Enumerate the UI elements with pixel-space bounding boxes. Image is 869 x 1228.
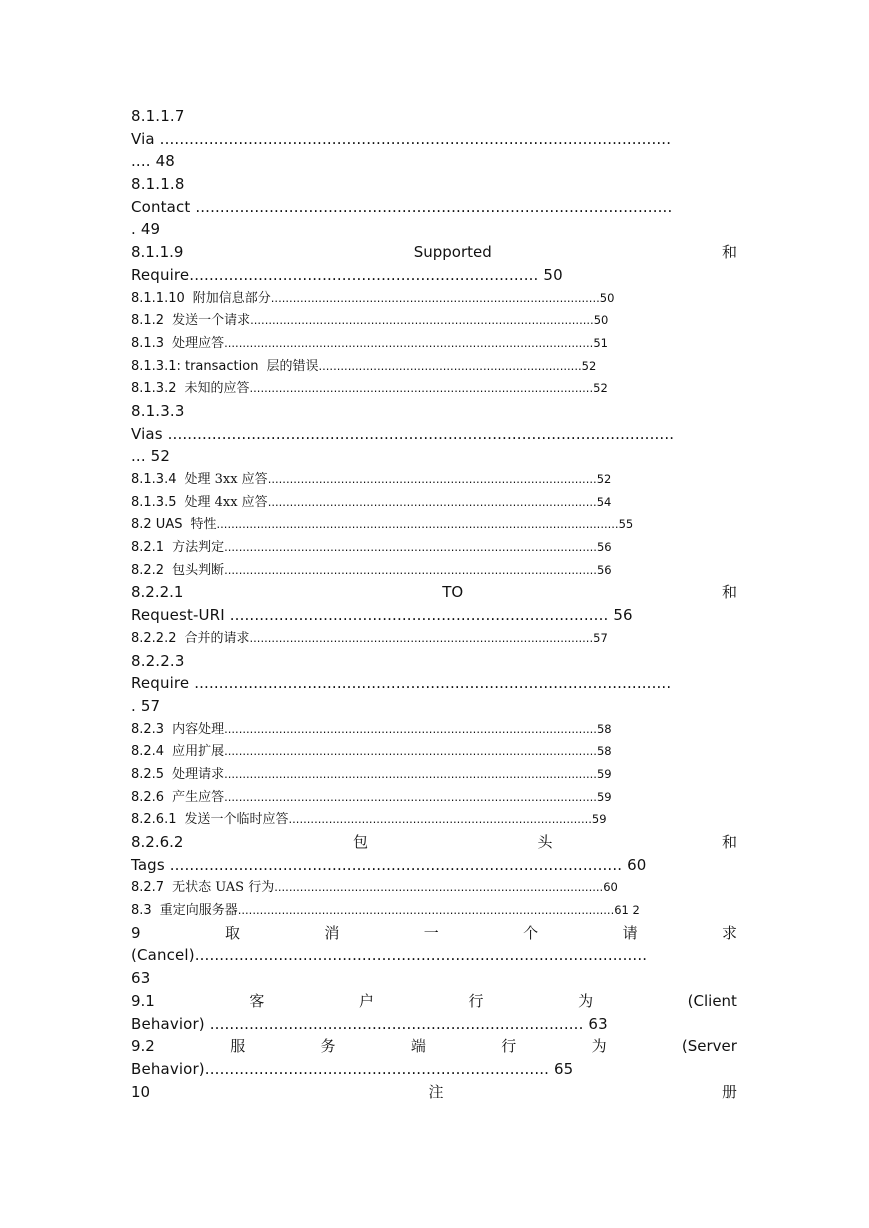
toc-page-number: 56	[596, 562, 612, 577]
toc-line	[131, 1081, 737, 1104]
toc-page-number: 50	[593, 313, 609, 328]
toc-number: 8.3	[131, 903, 152, 919]
toc-number: 8.1.2	[131, 313, 165, 329]
toc-number: 8.2.2	[131, 562, 165, 578]
toc-word: 端	[410, 1037, 426, 1056]
toc-word: 求	[721, 923, 737, 942]
toc-line	[131, 173, 737, 196]
toc-leader-dots: ...................................................................................	[288, 812, 592, 827]
toc-number: 8.2 UAS	[131, 517, 183, 533]
toc-line	[131, 128, 737, 151]
toc-text: 8.1.1.7	[131, 107, 185, 125]
toc-number: 8.1.3.5	[131, 494, 177, 510]
toc-title: 处理请求	[172, 766, 225, 782]
toc-text: 8.1.3.3	[131, 401, 185, 420]
toc-line	[131, 309, 737, 332]
toc-number: 8.2.1	[131, 540, 165, 556]
toc-word: 请	[622, 923, 638, 942]
toc-word: 8.2.6.2	[131, 833, 184, 851]
toc-word: 行	[501, 1037, 517, 1056]
toc-line	[131, 650, 737, 673]
toc-word: 和	[721, 833, 737, 851]
toc-line	[131, 377, 737, 400]
toc-line	[131, 944, 737, 967]
toc-title: 方法判定	[172, 540, 225, 556]
toc-line	[131, 876, 737, 899]
toc-word: 8.1.1.9	[131, 243, 184, 262]
toc-page-number: 61 2	[614, 903, 640, 918]
toc-page-number: 59	[596, 766, 612, 781]
toc-leader-dots: .....................................................................................................	[224, 335, 594, 350]
toc-line	[131, 264, 737, 287]
toc-word: 务	[320, 1037, 336, 1056]
toc-line	[131, 150, 737, 173]
toc-word: 客	[249, 991, 265, 1010]
toc-text: Request-URI ............................................................................. 56	[131, 606, 633, 625]
toc-text: .... 48	[131, 152, 175, 171]
toc-word: 服	[230, 1037, 246, 1056]
toc-leader-dots: ..........................................................................................	[270, 290, 600, 305]
toc-leader-dots: ......................................................................................................	[224, 744, 597, 759]
toc-line	[131, 627, 737, 650]
toc-line	[131, 468, 737, 491]
toc-line	[131, 105, 737, 128]
toc-title: 处理应答	[172, 335, 225, 351]
toc-title: 发送一个请求	[172, 313, 251, 329]
toc-word: 注	[428, 1082, 444, 1101]
toc-word: 8.2.2.1	[131, 583, 184, 602]
toc-line	[131, 332, 737, 355]
toc-word: TO	[442, 583, 464, 602]
toc-page-number: 50	[599, 290, 615, 305]
toc-title: 无状态 UAS 行为	[172, 880, 275, 896]
toc-title: 重定向服务器	[159, 903, 238, 919]
toc-line	[131, 559, 737, 582]
toc-title: 产生应答	[172, 789, 225, 805]
toc-title: 包头判断	[172, 562, 225, 578]
toc-number: 8.2.3	[131, 721, 165, 737]
toc-number: 8.1.3	[131, 335, 165, 351]
toc-number: 8.2.6	[131, 789, 165, 805]
toc-line	[131, 355, 737, 378]
toc-title: 合并的请求	[184, 630, 250, 646]
toc-word: 一	[423, 923, 439, 942]
toc-number: 8.2.6.1	[131, 812, 177, 828]
toc-title: 内容处理	[172, 721, 225, 737]
toc-line	[131, 763, 737, 786]
toc-page-number: 59	[591, 812, 607, 827]
toc-leader-dots: ..............................................................................................	[250, 313, 594, 328]
toc-page-number: 60	[603, 880, 618, 895]
toc-leader-dots: ......................................................................................................	[224, 562, 597, 577]
toc-line	[131, 718, 737, 741]
toc-line	[131, 672, 737, 695]
toc-line	[131, 808, 737, 831]
toc-line	[131, 491, 737, 514]
toc-line	[131, 445, 737, 468]
toc-word: 包	[352, 833, 368, 851]
toc-line	[131, 786, 737, 809]
toc-word: 和	[721, 583, 737, 602]
toc-text: Vias .......................................................................................................	[131, 424, 675, 443]
toc-line	[131, 1058, 737, 1081]
toc-page-number: 54	[596, 494, 612, 509]
toc-text: Require .................................................................................................	[131, 674, 672, 693]
toc-text: Tags ............................................................................................ 60	[131, 855, 647, 874]
toc-word: 消	[324, 923, 340, 942]
toc-line	[131, 423, 737, 446]
toc-line	[131, 990, 737, 1013]
toc-text: Contact .................................................................................................	[131, 197, 673, 216]
toc-leader-dots: ........................................................................	[318, 358, 582, 373]
toc-title: 未知的应答	[184, 381, 250, 397]
toc-page-number: 56	[596, 540, 612, 555]
toc-leader-dots: ..........................................................................................	[267, 472, 597, 486]
toc-page-number: 51	[593, 335, 608, 350]
toc-text: (Cancel)............................................................................................	[131, 946, 648, 965]
toc-line	[131, 581, 737, 604]
toc-word: (Client	[687, 991, 737, 1010]
toc-line	[131, 536, 737, 559]
toc-title: 处理 4xx 应答	[184, 494, 268, 510]
toc-word: (Server	[681, 1037, 737, 1056]
toc-number: 8.2.7	[131, 880, 165, 896]
toc-line	[131, 196, 737, 219]
toc-number: 8.1.1.10	[131, 290, 185, 306]
toc-line	[131, 854, 737, 877]
toc-line	[131, 604, 737, 627]
toc-leader-dots: ..............................................................................................	[249, 630, 594, 645]
toc-text: Behavior) ............................................................................ 63	[131, 1014, 608, 1033]
toc-leader-dots: ......................................................................................................	[224, 721, 597, 736]
toc-leader-dots: ..........................................................................................	[267, 494, 597, 509]
toc-line	[131, 922, 737, 945]
toc-text: . 57	[131, 696, 161, 715]
toc-text: 8.1.1.8	[131, 175, 185, 194]
toc-line	[131, 831, 737, 854]
toc-page-number: 55	[618, 517, 634, 532]
toc-title: 特性	[190, 517, 217, 533]
toc-word: 和	[721, 243, 737, 262]
toc-page-number: 59	[596, 789, 612, 804]
toc-number: 8.1.3.2	[131, 381, 177, 397]
toc-line	[131, 1035, 737, 1058]
toc-word: 行	[468, 991, 484, 1010]
toc-text: ... 52	[131, 447, 171, 466]
toc-leader-dots: ......................................................................................................	[224, 540, 597, 555]
toc-text: Behavior)...................................................................... 65	[131, 1059, 574, 1078]
toc-line	[131, 740, 737, 763]
table-of-contents	[131, 105, 737, 1103]
toc-number: 8.2.5	[131, 766, 165, 782]
toc-number: 8.1.3.4	[131, 472, 177, 487]
toc-line	[131, 1013, 737, 1036]
toc-page-number: 52	[581, 358, 597, 373]
toc-page-number: 58	[596, 744, 612, 759]
toc-word: 9.2	[131, 1037, 155, 1056]
toc-word: 为	[591, 1037, 607, 1056]
toc-word: Supported	[413, 243, 492, 262]
toc-leader-dots: .......................................................................................................	[237, 903, 615, 918]
toc-line	[131, 218, 737, 241]
toc-line	[131, 287, 737, 310]
toc-leader-dots: ......................................................................................................	[224, 766, 597, 781]
toc-number: 8.2.4	[131, 744, 165, 760]
toc-title: 应用扩展	[172, 744, 225, 760]
toc-word: 户	[358, 991, 374, 1010]
toc-word: 个	[523, 923, 539, 942]
toc-line	[131, 513, 737, 536]
toc-number: 8.2.2.2	[131, 630, 177, 646]
toc-word: 头	[537, 833, 553, 851]
toc-page-number: 52	[593, 381, 608, 396]
toc-title: 附加信息部分	[192, 290, 271, 306]
toc-word: 册	[721, 1082, 737, 1101]
toc-line	[131, 400, 737, 423]
toc-leader-dots: ..........................................................................................	[274, 880, 604, 895]
toc-text: 63	[131, 969, 151, 988]
toc-line	[131, 241, 737, 264]
toc-line	[131, 695, 737, 718]
toc-text: Require....................................................................... 50	[131, 265, 563, 284]
toc-word: 9.1	[131, 991, 155, 1010]
toc-text: . 49	[131, 220, 161, 239]
toc-text: 8.2.2.3	[131, 651, 185, 670]
toc-leader-dots: ..............................................................................................................	[216, 517, 619, 532]
toc-word: 9	[131, 923, 141, 942]
toc-line	[131, 967, 737, 990]
toc-title: 发送一个临时应答	[184, 812, 289, 828]
toc-leader-dots: ..............................................................................................	[249, 381, 594, 396]
toc-title: 处理 3xx 应答	[184, 472, 268, 487]
toc-line	[131, 899, 737, 922]
toc-word: 取	[224, 923, 240, 942]
toc-title: 层的错误	[266, 358, 319, 374]
toc-page-number: 52	[596, 472, 612, 486]
toc-page-number: 57	[593, 630, 608, 645]
toc-number: 8.1.3.1: transaction	[131, 358, 259, 374]
toc-page-number: 58	[596, 721, 612, 736]
toc-text: Via ........................................................................................................	[131, 129, 672, 148]
toc-word: 10	[131, 1082, 151, 1101]
toc-word: 为	[578, 991, 594, 1010]
toc-leader-dots: ......................................................................................................	[224, 789, 597, 804]
